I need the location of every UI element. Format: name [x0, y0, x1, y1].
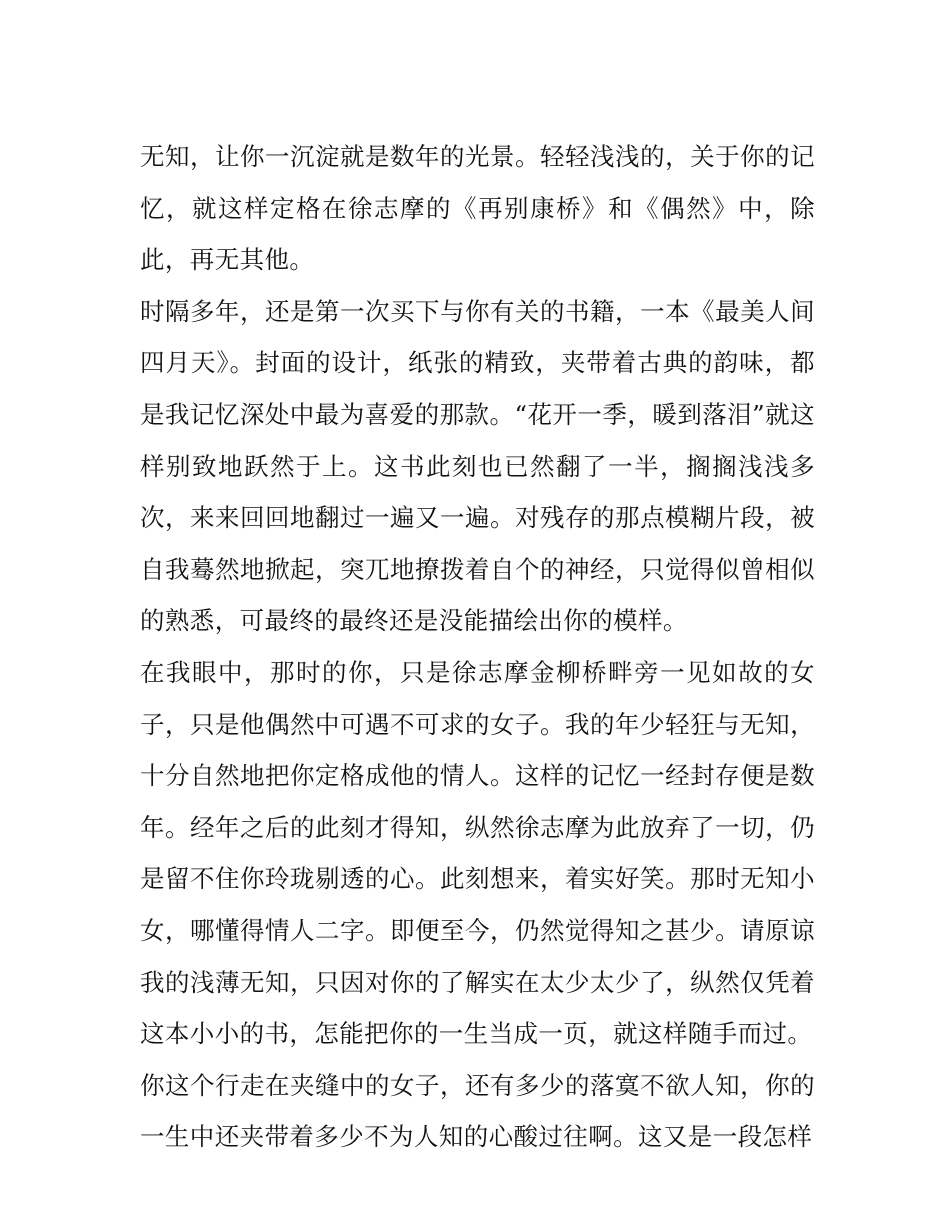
paragraph-3: 在我眼中，那时的你，只是徐志摩金柳桥畔旁一见如故的女子，只是他偶然中可遇不可求的女子。我的年少轻狂与无知，十分自然地把你定格成他的情人。这样的记忆一经封存便是数年。经年之后的此刻才得知，纵然徐志摩为此放弃了一切，仍是留不住你玲珑剔透的心。此刻想来，着实好笑。那时无知小女，哪懂得情人二字。即便至今，仍然觉得知之甚少。请原谅我的浅薄无知，只因对你的了解实在太少太少了，纵然仅凭着这本小小的书，怎能把你的一生当成一页，就这样随手而过。 — [140, 657, 815, 1049]
paragraph-2: 时隔多年，还是第一次买下与你有关的书籍，一本《最美人间四月天》。封面的设计，纸张的精致，夹带着古典的韵味，都是我记忆深处中最为喜爱的那款。“花开一季，暖到落泪”就这样别致地跃然于上。这书此刻也已然翻了一半，搁搁浅浅多次，来来回回地翻过一遍又一遍。对残存的那点模糊片段，被自我蓦然地掀起，突兀地撩拨着自个的神经，只觉得似曾相似的熟悉，可最终的最终还是没能描绘出你的模样。 — [140, 296, 815, 636]
paragraph-4: 你这个行走在夹缝中的女子，还有多少的落寞不欲人知，你的一生中还夹带着多少不为人知的心酸过往啊。这又是一段怎样 — [140, 1070, 815, 1152]
paragraph-1: 无知，让你一沉淀就是数年的光景。轻轻浅浅的，关于你的记忆，就这样定格在徐志摩的《再别康桥》和《偶然》中，除此，再无其他。 — [140, 142, 815, 275]
document-body — [140, 131, 815, 1163]
